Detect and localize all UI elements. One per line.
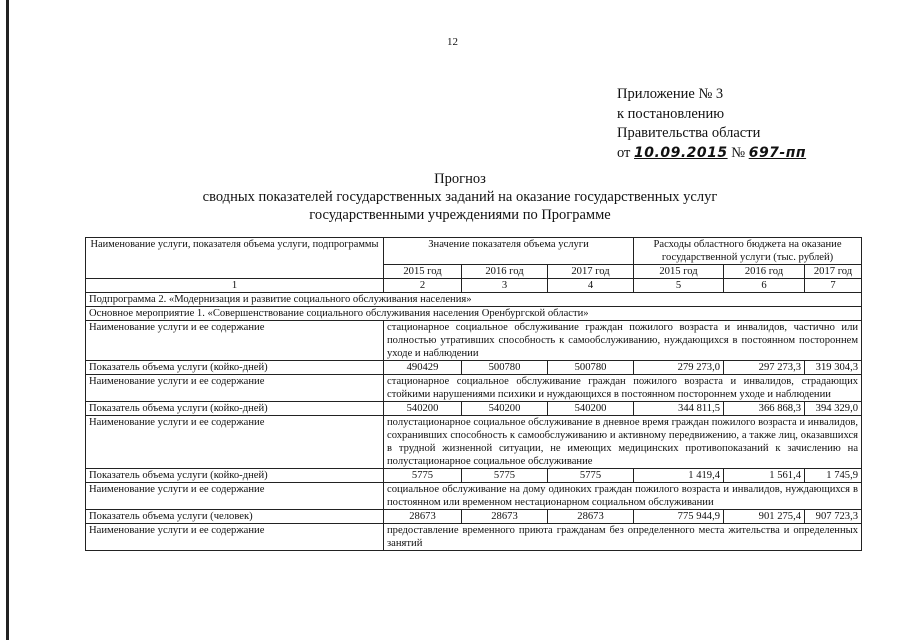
indicator-label: Показатель объема услуги (койко-дней) [86, 469, 384, 483]
column-number: 1 [86, 279, 384, 293]
service-description: стационарное социальное обслуживание граждан пожилого возраста и инвалидов, страдающих стойкими нарушениями психики и нуждающихся в постоянном постороннем уходе и наблюдении [384, 375, 862, 402]
value-2017: 28673 [548, 510, 634, 524]
appendix-line-1: Приложение № 3 [617, 86, 724, 102]
header-name-column: Наименование услуги, показателя объема услуги, подпрограммы [86, 238, 384, 279]
header-budget-group: Расходы областного бюджета на оказание государственной услуги (тыс. рублей) [634, 238, 862, 265]
appendix-line-2: к постановлению [617, 105, 725, 122]
subprogram-row: Подпрограмма 2. «Модернизация и развитие социального обслуживания населения» [86, 293, 862, 307]
header-year: 2016 год [462, 265, 548, 279]
table-row [86, 361, 862, 375]
header-value-group: Значение показателя объема услуги [384, 238, 634, 265]
value-2016: 540200 [462, 402, 548, 416]
table-row [86, 375, 862, 402]
title-line-1: Прогноз [434, 171, 486, 187]
column-number: 4 [548, 279, 634, 293]
value-2017: 500780 [548, 361, 634, 375]
service-name-label: Наименование услуги и ее содержание [86, 321, 384, 361]
handwritten-number: 697-пп [748, 144, 807, 161]
header-year: 2015 год [384, 265, 462, 279]
table-row [86, 524, 862, 551]
table-row [86, 321, 862, 361]
date-prefix: от [617, 144, 631, 161]
column-number: 6 [724, 279, 805, 293]
value-2015: 540200 [384, 402, 462, 416]
service-name-label: Наименование услуги и ее содержание [86, 483, 384, 510]
value-2016: 5775 [462, 469, 548, 483]
table-row [86, 402, 862, 416]
value-2015: 5775 [384, 469, 462, 483]
value-2015: 28673 [384, 510, 462, 524]
number-prefix: № [731, 144, 746, 161]
table-row [86, 307, 862, 321]
budget-2015: 279 273,0 [634, 361, 724, 375]
column-number: 5 [634, 279, 724, 293]
budget-2016: 901 275,4 [724, 510, 805, 524]
header-year: 2017 год [805, 265, 862, 279]
service-name-label: Наименование услуги и ее содержание [86, 375, 384, 402]
table-row [86, 469, 862, 483]
table-row [86, 510, 862, 524]
appendix-line-3: Правительства области [617, 125, 761, 141]
scan-edge-bar [6, 0, 9, 640]
value-2016: 28673 [462, 510, 548, 524]
value-2017: 540200 [548, 402, 634, 416]
budget-2015: 344 811,5 [634, 402, 724, 416]
column-number: 7 [805, 279, 862, 293]
table-row [86, 483, 862, 510]
document-title [140, 170, 780, 224]
header-year: 2015 год [634, 265, 724, 279]
header-year: 2016 год [724, 265, 805, 279]
appendix-date-line [617, 144, 806, 164]
header-year: 2017 год [548, 265, 634, 279]
service-description: полустационарное социальное обслуживание в дневное время граждан пожилого возраста и инвалидов, сохранивших способность к самообслуживанию и активному передвижению, а также лиц, оказавшихся в трудной жизненной ситуации, не имеющих медицинских противопоказаний к зачислению на полустационарное социальное обслуживание [384, 416, 862, 469]
appendix-block [617, 85, 806, 163]
title-line-3: государственными учреждениями по Программе [309, 207, 611, 223]
value-2017: 5775 [548, 469, 634, 483]
service-description: стационарное социальное обслуживание граждан пожилого возраста и инвалидов, частично или полностью утративших способность к самообслуживанию, нуждающихся в постоянном постороннем уходе и наблюдении [384, 321, 862, 361]
budget-2016: 1 561,4 [724, 469, 805, 483]
indicator-label: Показатель объема услуги (человек) [86, 510, 384, 524]
budget-2016: 297 273,3 [724, 361, 805, 375]
indicator-label: Показатель объема услуги (койко-дней) [86, 402, 384, 416]
table-row [86, 416, 862, 469]
handwritten-date: 10.09.2015 [634, 144, 728, 161]
service-description: социальное обслуживание на дому одиноких граждан пожилого возраста и инвалидов, нуждающихся в постоянном или временном нестационарном социальном обслуживании [384, 483, 862, 510]
value-2015: 490429 [384, 361, 462, 375]
budget-2017: 394 329,0 [805, 402, 862, 416]
budget-2016: 366 868,3 [724, 402, 805, 416]
budget-2015: 775 944,9 [634, 510, 724, 524]
service-name-label: Наименование услуги и ее содержание [86, 416, 384, 469]
table-row [86, 293, 862, 307]
column-number: 3 [462, 279, 548, 293]
budget-2017: 319 304,3 [805, 361, 862, 375]
forecast-table [85, 237, 862, 551]
title-line-2: сводных показателей государственных заданий на оказание государственных услуг [202, 189, 718, 205]
value-2016: 500780 [462, 361, 548, 375]
budget-2017: 1 745,9 [805, 469, 862, 483]
budget-2015: 1 419,4 [634, 469, 724, 483]
main-event-row: Основное мероприятие 1. «Совершенствование социального обслуживания населения Оренбургской области» [86, 307, 862, 321]
service-name-label: Наименование услуги и ее содержание [86, 524, 384, 551]
column-number: 2 [384, 279, 462, 293]
indicator-label: Показатель объема услуги (койко-дней) [86, 361, 384, 375]
service-description: предоставление временного приюта гражданам без определенного места жительства и определенных занятий [384, 524, 862, 551]
budget-2017: 907 723,3 [805, 510, 862, 524]
page-number: 12 [447, 36, 458, 48]
